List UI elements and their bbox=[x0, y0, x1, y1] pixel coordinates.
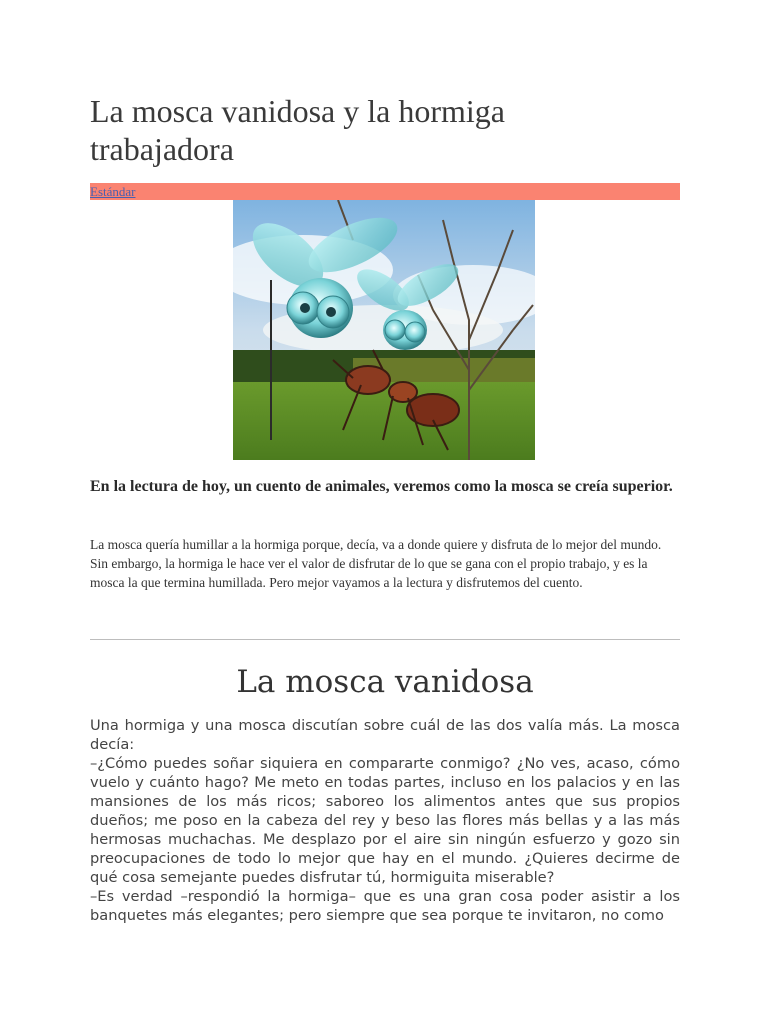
lead-paragraph: En la lectura de hoy, un cuento de animales, veremos como la mosca se creía superior. bbox=[90, 478, 673, 495]
story-paragraph: –Es verdad –respondió la hormiga– que es una gran cosa poder asistir a los banquetes más elegantes; pero siempre que sea porque te invitaron, no como bbox=[90, 888, 680, 924]
article-title: La mosca vanidosa y la hormiga trabajadora bbox=[90, 93, 505, 167]
fly-and-ant-illustration bbox=[233, 200, 535, 460]
category-link[interactable]: Estándar bbox=[90, 184, 136, 199]
story-heading: La mosca vanidosa bbox=[236, 664, 534, 700]
story-paragraph: –¿Cómo puedes soñar siquiera en compararte conmigo? ¿No ves, acaso, cómo vuelo y cuánto hago? Me meto en todas partes, incluso en los palacios y en las mansiones de los más ricos; saboreo los alimentos antes que sus propios dueños; me poso en la cabeza del rey y beso las flores más bellas y a las más hermosas muchachas. Me desplazo por el aire sin ningún esfuerzo y gozo sin preocupaciones de todo lo mejor que hay en el mundo. ¿Quieres decirme de qué cosa semejante puedes disfrutar tú, hormiguita miserable? bbox=[90, 755, 680, 886]
story-paragraph: Una hormiga y una mosca discutían sobre cuál de las dos valía más. La mosca decía: bbox=[90, 717, 680, 753]
hero-image bbox=[233, 200, 535, 460]
story-body bbox=[90, 716, 680, 925]
intro-paragraph: La mosca quería humillar a la hormiga porque, decía, va a donde quiere y disfruta de lo mejor del mundo. Sin embargo, la hormiga le hace ver el valor de disfrutar de lo que se gana con el propio trabajo, y es la mosca la que termina humillada. Pero mejor vayamos a la lectura y disfrutemos del cuento. bbox=[90, 537, 662, 590]
category-bar bbox=[90, 183, 680, 200]
section-divider bbox=[90, 639, 680, 640]
